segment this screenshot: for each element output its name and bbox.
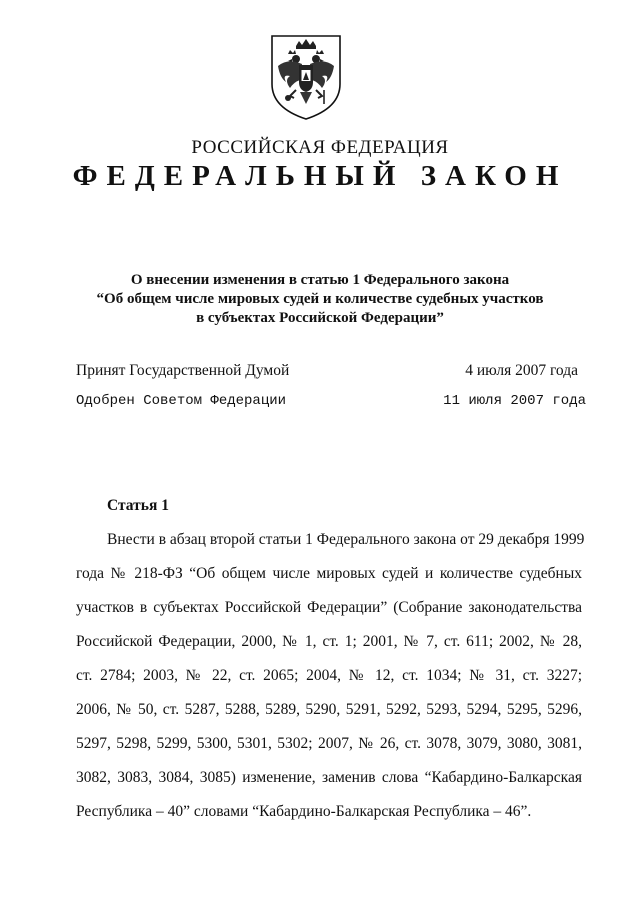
article-line: участков в субъектах Российской Федерации” (Собрание законодательства (76, 599, 582, 616)
duma-adoption-row (76, 362, 586, 380)
council-approval-date: 11 июля 2007 года (443, 393, 586, 409)
article-line: 5297, 5298, 5299, 5300, 5301, 5302; 2007, № 26, ст. 3078, 3079, 3080, 3081, (76, 735, 582, 752)
article-body (76, 529, 585, 835)
duma-adoption-date: 4 июля 2007 года (465, 362, 578, 379)
duma-adoption-label: Принят Государственной Думой (76, 362, 290, 379)
subject-line: в субъектах Российской Федерации” (196, 310, 444, 326)
subject-line: “Об общем числе мировых судей и количестве судебных участков (96, 291, 544, 307)
council-approval-row (76, 393, 586, 409)
council-approval-label: Одобрен Советом Федерации (76, 393, 287, 409)
article-line: Республика – 40” словами “Кабардино-Балкарская Республика – 46”. (76, 803, 532, 820)
coat-of-arms-emblem (266, 32, 346, 122)
country-name: РОССИЙСКАЯ ФЕДЕРАЦИЯ (191, 137, 449, 158)
article-line: 3082, 3083, 3084, 3085) изменение, заменив слова “Кабардино-Балкарская (76, 769, 582, 786)
law-title: ФЕДЕРАЛЬНЫЙ ЗАКОН (72, 160, 568, 192)
subject-line: О внесении изменения в статью 1 Федерального закона (130, 272, 510, 288)
law-subject (0, 271, 640, 328)
article-line: года № 218-ФЗ “Об общем числе мировых судей и количестве судебных (76, 565, 582, 582)
article-line: Внести в абзац второй статьи 1 Федерального закона от 29 декабря 1999 (107, 531, 585, 548)
russian-coat-of-arms-icon (266, 32, 346, 122)
article-heading: Статья 1 (107, 497, 169, 514)
article-line: Российской Федерации, 2000, № 1, ст. 1; 2001, № 7, ст. 611; 2002, № 28, (76, 633, 582, 650)
article-line: ст. 2784; 2003, № 22, ст. 2065; 2004, № 12, ст. 1034; № 31, ст. 3227; (76, 667, 582, 684)
article-line: 2006, № 50, ст. 5287, 5288, 5289, 5290, 5291, 5292, 5293, 5294, 5295, 5296, (76, 701, 582, 718)
